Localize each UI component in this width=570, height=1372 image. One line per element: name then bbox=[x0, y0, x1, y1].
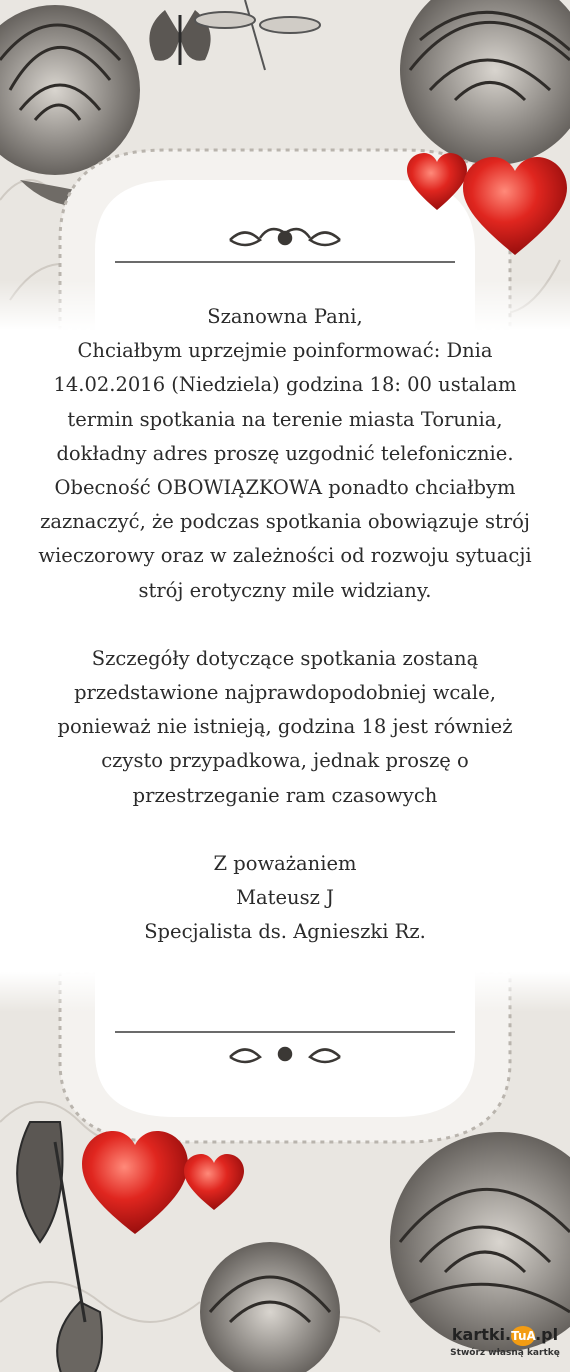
bottom-decoration bbox=[0, 972, 570, 1372]
message-line: ponieważ nie istnieją, godzina 18 jest również bbox=[57, 715, 513, 739]
message-line: zaznaczyć, że podczas spotkania obowiązuje strój bbox=[40, 510, 530, 534]
brand-name-prefix: kartki. bbox=[451, 1325, 512, 1344]
card-message bbox=[30, 300, 540, 949]
message-line: czysto przypadkowa, jednak proszę o bbox=[101, 749, 469, 773]
brand-name-suffix: .pl bbox=[535, 1325, 559, 1344]
message-line: Obecność OBOWIĄZKOWA ponadto chciałbym bbox=[54, 476, 516, 500]
brand-logo[interactable] bbox=[446, 1320, 564, 1368]
message-line: wieczorowy oraz w zależności od rozwoju sytuacji bbox=[38, 544, 532, 568]
message-line: Szczegóły dotyczące spotkania zostaną bbox=[91, 646, 479, 670]
message-line: Chciałbym uprzejmie poinformować: Dnia bbox=[77, 339, 493, 363]
bottom-ornament-art bbox=[0, 972, 570, 1372]
message-line: termin spotkania na terenie miasta Torunia, bbox=[67, 407, 503, 431]
signature-name: Mateusz J bbox=[236, 886, 334, 910]
brand-tagline: Stwórz własną kartkę bbox=[450, 1348, 560, 1358]
top-ornament-art bbox=[0, 0, 570, 330]
top-decoration bbox=[0, 0, 570, 330]
message-line: strój erotyczny mile widziany. bbox=[138, 578, 432, 602]
message-line: przedstawione najprawdopodobniej wcale, bbox=[74, 681, 496, 705]
message-line: przestrzeganie ram czasowych bbox=[132, 783, 438, 807]
signature-title: Specjalista ds. Agnieszki Rz. bbox=[144, 920, 426, 944]
message-line: dokładny adres proszę uzgodnić telefonicznie. bbox=[56, 441, 514, 465]
greeting-line: Szanowna Pani, bbox=[207, 305, 363, 328]
closing-line: Z poważaniem bbox=[213, 851, 357, 875]
brand-name bbox=[446, 1320, 564, 1346]
message-line: 14.02.2016 (Niedziela) godzina 18: 00 ustalam bbox=[53, 373, 517, 397]
brand-badge: TuA bbox=[511, 1326, 535, 1346]
